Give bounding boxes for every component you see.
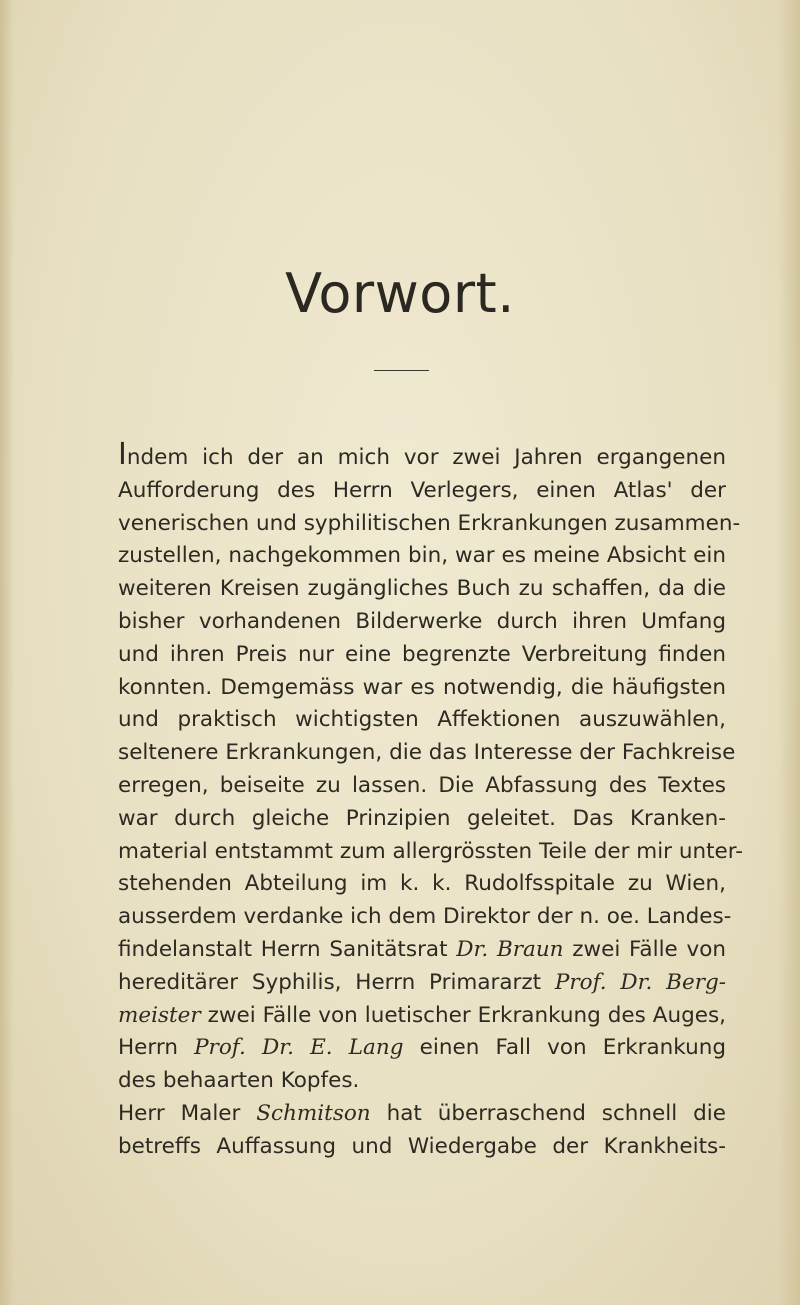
text-line-6: bisher vorhandenen Bilderwerke durch ihren Umfang (118, 608, 726, 634)
text-line-14: stehenden Abteilung im k. k. Rudolfsspitale zu Wien, (118, 871, 726, 897)
text-line-10: seltenere Erkrankungen, die das Interesse der Fachkreise (118, 740, 736, 766)
name-bergmeister-2: meister (118, 1002, 201, 1028)
page-edge-right (778, 0, 800, 1305)
text-line-21: Herr Maler Schmitson hat überraschend schnell die (118, 1100, 726, 1126)
text-line-1: Indem ich der an mich vor zwei Jahren ergangenen (118, 437, 726, 472)
page-title: Vorwort. (285, 262, 515, 325)
text-line-3: venerischen und syphilitischen Erkrankungen zusammen- (118, 510, 741, 536)
text-line-15: ausserdem verdanke ich dem Direktor der n. oe. Landes- (118, 904, 732, 930)
preface-text (118, 437, 743, 1164)
name-schmitson: Schmitson (256, 1100, 371, 1126)
name-braun: Dr. Braun (456, 936, 564, 962)
text-line-13: material entstammt zum allergrössten Teile der mir unter- (118, 838, 743, 864)
text-line-5: weiteren Kreisen zugängliches Buch zu schaffen, da die (118, 576, 726, 602)
text-line-17: hereditärer Syphilis, Herrn Primararzt Prof. Dr. Berg- (118, 969, 726, 995)
title-rule (374, 370, 429, 371)
initial-letter: I (118, 437, 127, 472)
text-line-4: zustellen, nachgekommen bin, war es meine Absicht ein (118, 543, 726, 569)
text-line-11: erregen, beiseite zu lassen. Die Abfassung des Textes (118, 772, 726, 798)
text-line-22: betreffs Auffassung und Wiedergabe der Krankheits- (118, 1133, 726, 1159)
text-line-2: Aufforderung des Herrn Verlegers, einen Atlas' der (118, 477, 726, 503)
text-line-9: und praktisch wichtigsten Affektionen auszuwählen, (118, 707, 726, 733)
name-lang: Prof. Dr. E. Lang (194, 1035, 404, 1061)
text-line-8: konnten. Demgemäss war es notwendig, die häufigsten (118, 674, 726, 700)
text-line-7: und ihren Preis nur eine begrenzte Verbreitung finden (118, 641, 726, 667)
text-line-19: Herrn Prof. Dr. E. Lang einen Fall von Erkrankung (118, 1035, 726, 1061)
name-bergmeister-1: Prof. Dr. Berg- (554, 969, 726, 995)
text-line-20: des behaarten Kopfes. (118, 1068, 360, 1094)
text-line-18: meister zwei Fälle von luetischer Erkrankung des Auges, (118, 1002, 726, 1028)
page-edge-left (0, 0, 14, 1305)
text-line-12: war durch gleiche Prinzipien geleitet. Das Kranken- (118, 805, 726, 831)
text-line-16: findelanstalt Herrn Sanitätsrat Dr. Braun zwei Fälle von (118, 936, 726, 962)
